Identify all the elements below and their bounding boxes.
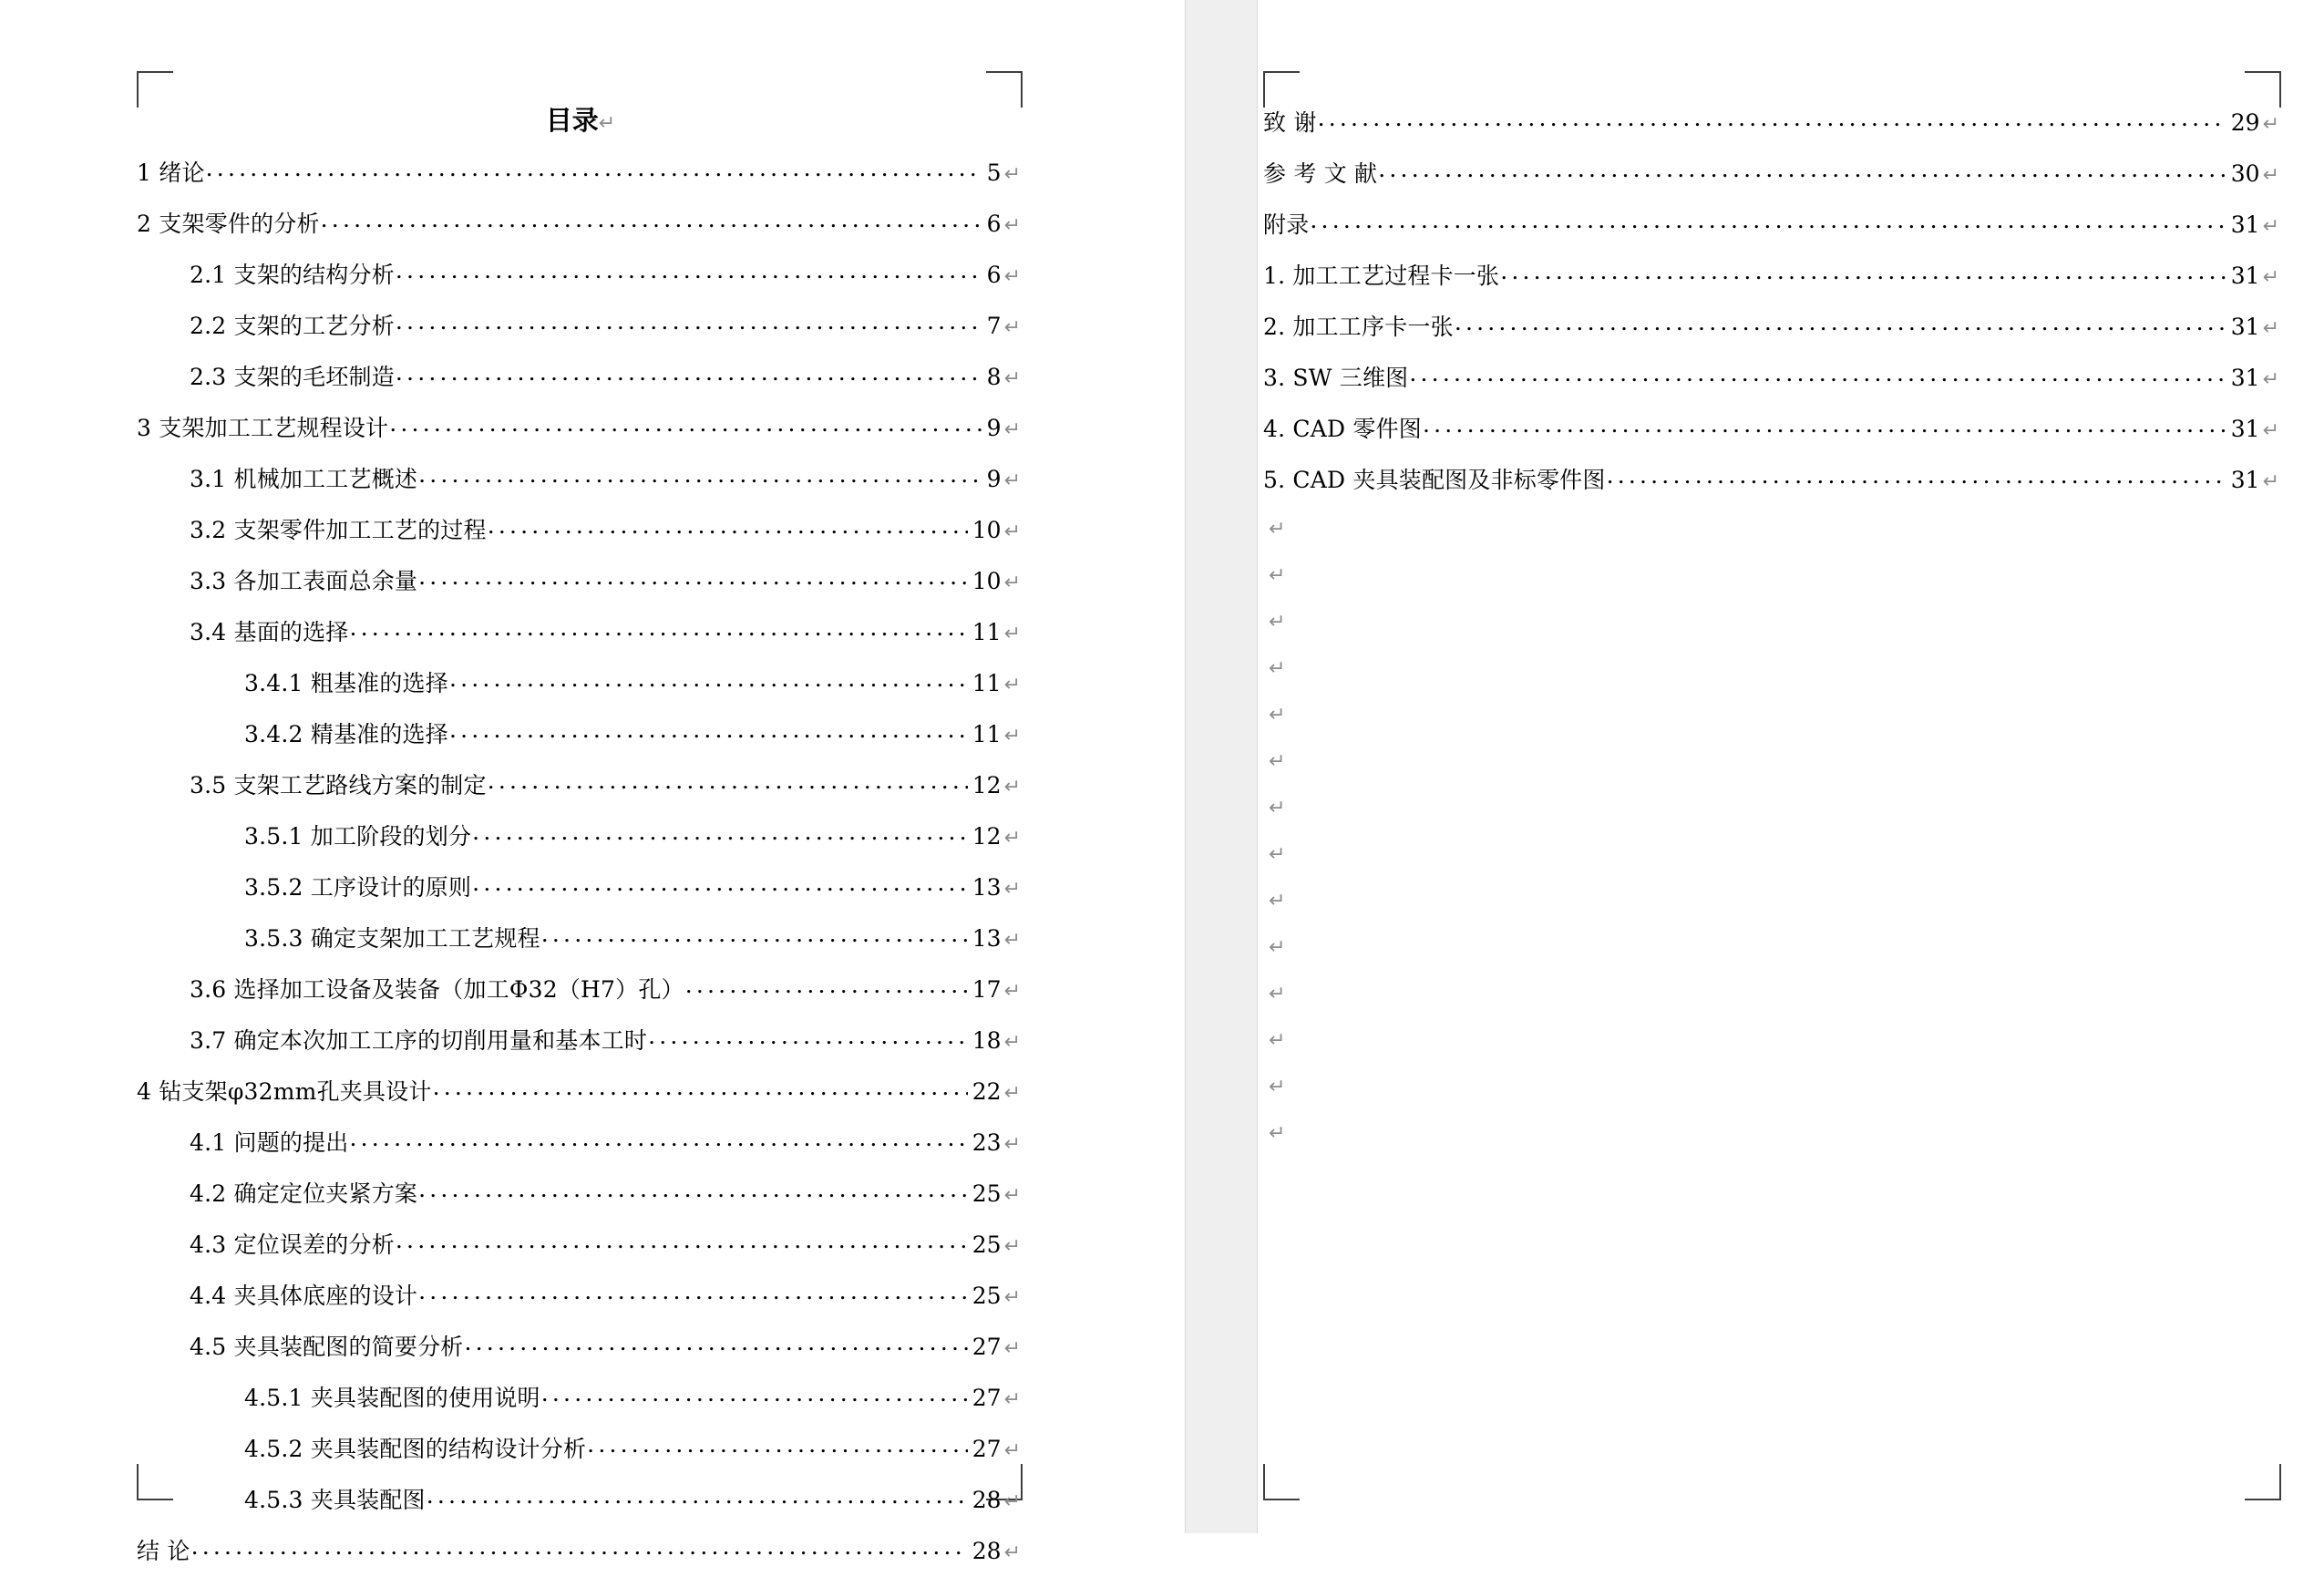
toc-entry[interactable]	[137, 719, 1021, 747]
dot-leader	[1310, 210, 2226, 232]
dot-leader	[350, 617, 968, 640]
paragraph-mark-icon: ↵	[1003, 1541, 1021, 1564]
dot-leader	[1378, 159, 2226, 181]
dot-leader	[1318, 108, 2226, 130]
toc-entry-label: 3.6 选择加工设备及装备（加工Φ32（H7）孔）	[190, 976, 684, 1003]
dot-leader	[1607, 465, 2226, 488]
toc-entry-label: 致 谢	[1263, 109, 1317, 136]
paragraph-mark-icon: ↵	[1269, 750, 1286, 773]
dot-leader	[433, 1077, 968, 1099]
toc-entry-label: 2.1 支架的结构分析	[190, 262, 395, 288]
empty-paragraph[interactable]	[1263, 1074, 2279, 1097]
paragraph-mark-icon: ↵	[1003, 1082, 1021, 1105]
empty-paragraph[interactable]	[1263, 609, 2279, 632]
page-gutter-divider	[1185, 0, 1258, 1533]
paragraph-mark-icon: ↵	[2262, 419, 2279, 442]
dot-leader	[389, 413, 982, 436]
toc-entry-page-number: 18	[972, 1027, 1002, 1054]
paragraph-mark-icon: ↵	[1269, 657, 1286, 680]
paragraph-mark-icon: ↵	[1003, 214, 1021, 237]
toc-entry[interactable]	[137, 1485, 1021, 1512]
paragraph-mark-icon: ↵	[1003, 1388, 1021, 1411]
paragraph-mark-icon: ↵	[1003, 827, 1021, 850]
toc-entry-page-number: 9	[986, 415, 1002, 441]
toc-entry[interactable]	[137, 1332, 1021, 1359]
toc-entry-page-number: 13	[972, 874, 1002, 901]
toc-entry[interactable]	[1263, 108, 2279, 135]
dot-leader	[449, 668, 968, 691]
margin-mark-top-left-icon	[1263, 71, 1300, 108]
toc-entry-page-number: 30	[2230, 160, 2260, 187]
toc-entry[interactable]	[137, 566, 1021, 593]
toc-entry-label: 4.5 夹具装配图的简要分析	[190, 1334, 464, 1360]
paragraph-mark-icon: ↵	[1003, 725, 1021, 747]
paragraph-mark-icon: ↵	[1269, 843, 1286, 866]
toc-entry-label: 3.5.2 工序设计的原则	[244, 874, 472, 901]
empty-paragraph-list	[1263, 516, 2279, 1143]
toc-entry[interactable]	[137, 1434, 1021, 1461]
dot-leader	[1500, 261, 2226, 283]
toc-entry-page-number: 11	[972, 670, 1002, 696]
toc-entry-page-number: 25	[972, 1180, 1002, 1207]
toc-entry-page-number: 27	[972, 1385, 1002, 1411]
empty-paragraph[interactable]	[1263, 1027, 2279, 1050]
paragraph-mark-icon: ↵	[1003, 878, 1021, 901]
toc-entry[interactable]	[137, 362, 1021, 389]
toc-entry[interactable]	[137, 1281, 1021, 1308]
toc-entry[interactable]	[1263, 312, 2279, 339]
dot-leader	[427, 1485, 968, 1508]
empty-paragraph[interactable]	[1263, 841, 2279, 864]
toc-entry-label: 4.5.1 夹具装配图的使用说明	[244, 1385, 540, 1411]
toc-entry-page-number: 17	[972, 976, 1002, 1003]
page-title	[137, 105, 1021, 136]
paragraph-mark-icon: ↵	[1003, 623, 1021, 645]
toc-entry-page-number: 6	[986, 211, 1002, 237]
toc-entry-label: 2.3 支架的毛坯制造	[190, 364, 395, 390]
toc-entry[interactable]	[137, 515, 1021, 542]
toc-entry[interactable]	[137, 1077, 1021, 1104]
paragraph-mark-icon: ↵	[1269, 611, 1286, 634]
dot-leader	[449, 719, 968, 742]
toc-entry[interactable]	[1263, 465, 2279, 492]
paragraph-mark-icon: ↵	[2262, 113, 2279, 136]
toc-entry[interactable]	[137, 1536, 1021, 1563]
paragraph-mark-icon: ↵	[1003, 1490, 1021, 1513]
toc-entry-label: 4. CAD 零件图	[1263, 416, 1422, 442]
toc-entry-page-number: 28	[972, 1487, 1002, 1513]
left-page-body	[137, 105, 1021, 1587]
dot-leader	[396, 1230, 968, 1252]
toc-entry-page-number: 25	[972, 1231, 1002, 1258]
toc-entry-label: 3.7 确定本次加工工序的切削用量和基本工时	[190, 1027, 648, 1054]
paragraph-mark-icon: ↵	[2262, 164, 2279, 187]
paragraph-mark-icon: ↵	[1003, 520, 1021, 543]
toc-entry-page-number: 8	[986, 364, 1002, 390]
toc-entry-label: 4.5.2 夹具装配图的结构设计分析	[244, 1436, 587, 1462]
toc-entry[interactable]	[137, 158, 1021, 185]
paragraph-mark-icon: ↵	[1003, 163, 1021, 186]
empty-paragraph[interactable]	[1263, 516, 2279, 539]
toc-entry-label: 2 支架零件的分析	[137, 211, 320, 237]
paragraph-mark-icon: ↵	[1003, 1337, 1021, 1360]
empty-paragraph[interactable]	[1263, 562, 2279, 585]
paragraph-mark-icon: ↵	[1003, 418, 1021, 441]
dot-leader	[465, 1332, 968, 1355]
toc-entry[interactable]	[1263, 159, 2279, 186]
toc-entry-label: 3 支架加工工艺规程设计	[137, 415, 389, 441]
paragraph-mark-icon: ↵	[2262, 215, 2279, 238]
toc-entry[interactable]	[1263, 210, 2279, 237]
paragraph-mark-icon: ↵	[1269, 1029, 1286, 1052]
toc-entry[interactable]	[137, 821, 1021, 849]
toc-entry-label: 3.3 各加工表面总余量	[190, 568, 418, 594]
toc-entry-page-number: 11	[972, 619, 1002, 645]
toc-entry[interactable]	[137, 1179, 1021, 1206]
empty-paragraph[interactable]	[1263, 1120, 2279, 1143]
paragraph-mark-icon: ↵	[1003, 980, 1021, 1003]
toc-entry[interactable]	[137, 311, 1021, 338]
toc-entry-page-number: 9	[986, 466, 1002, 492]
dot-leader	[396, 260, 982, 283]
dot-leader	[472, 821, 968, 844]
toc-entry-page-number: 23	[972, 1129, 1002, 1156]
toc-entry-label: 4.5.3 夹具装配图	[244, 1487, 426, 1513]
paragraph-mark-icon: ↵	[1003, 367, 1021, 390]
paragraph-mark-icon: ↵	[598, 112, 616, 135]
dot-leader	[648, 1025, 968, 1048]
paragraph-mark-icon: ↵	[1003, 1133, 1021, 1156]
paragraph-mark-icon: ↵	[1269, 1122, 1286, 1145]
dot-leader	[418, 464, 982, 487]
toc-entry[interactable]	[137, 260, 1021, 287]
toc-entry-page-number: 25	[972, 1283, 1002, 1309]
dot-leader	[488, 770, 968, 793]
empty-paragraph[interactable]	[1263, 981, 2279, 1004]
toc-entry-label: 附录	[1263, 211, 1310, 238]
toc-entry-page-number: 31	[2230, 467, 2260, 493]
toc-entry-label: 3.5.1 加工阶段的划分	[244, 823, 472, 850]
empty-paragraph[interactable]	[1263, 655, 2279, 678]
paragraph-mark-icon: ↵	[1003, 469, 1021, 492]
paragraph-mark-icon: ↵	[1269, 564, 1286, 587]
margin-mark-bottom-right-icon	[2245, 1464, 2281, 1500]
empty-paragraph[interactable]	[1263, 702, 2279, 725]
toc-entry-label: 4.3 定位误差的分析	[190, 1231, 395, 1258]
toc-entry[interactable]	[137, 413, 1021, 440]
toc-entry-page-number: 28	[972, 1538, 1002, 1564]
toc-entry-label: 3.1 机械加工工艺概述	[190, 466, 418, 492]
paragraph-mark-icon: ↵	[1269, 518, 1286, 541]
toc-entry-page-number: 27	[972, 1334, 1002, 1360]
toc-entry-label: 4.4 夹具体底座的设计	[190, 1283, 418, 1309]
toc-entry-label: 2.2 支架的工艺分析	[190, 313, 395, 339]
toc-entry-label: 结 论	[137, 1538, 190, 1564]
dot-leader	[396, 311, 982, 334]
toc-entry-label: 3.4.1 粗基准的选择	[244, 670, 448, 696]
toc-entry[interactable]	[137, 464, 1021, 491]
toc-entry[interactable]	[137, 668, 1021, 696]
paragraph-mark-icon: ↵	[1003, 265, 1021, 288]
empty-paragraph[interactable]	[1263, 748, 2279, 771]
dot-leader	[488, 515, 968, 538]
toc-entry-label: 参 考 文 献	[1263, 160, 1378, 187]
margin-mark-top-right-icon	[986, 71, 1023, 108]
right-page-body	[1263, 108, 2279, 1167]
dot-leader	[541, 1383, 968, 1406]
toc-entry-label: 3.2 支架零件加工工艺的过程	[190, 517, 487, 543]
paragraph-mark-icon: ↵	[1269, 1076, 1286, 1098]
dot-leader	[685, 974, 968, 997]
dot-leader	[1423, 414, 2226, 437]
toc-list-left	[137, 158, 1021, 1563]
paragraph-mark-icon: ↵	[1003, 1184, 1021, 1207]
paragraph-mark-icon: ↵	[1003, 572, 1021, 594]
toc-list-right	[1263, 108, 2279, 492]
toc-entry-page-number: 27	[972, 1436, 1002, 1462]
paragraph-mark-icon: ↵	[1003, 776, 1021, 799]
dot-leader	[321, 209, 982, 232]
toc-entry-page-number: 29	[2230, 109, 2260, 136]
toc-entry-page-number: 13	[972, 925, 1002, 952]
empty-paragraph[interactable]	[1263, 934, 2279, 957]
toc-entry-label: 3.5.3 确定支架加工工艺规程	[244, 925, 540, 952]
paragraph-mark-icon: ↵	[1003, 316, 1021, 339]
toc-entry-page-number: 12	[972, 772, 1002, 799]
toc-entry-label: 3.4 基面的选择	[190, 619, 349, 645]
toc-entry[interactable]	[137, 617, 1021, 644]
toc-entry-page-number: 31	[2230, 416, 2260, 442]
paragraph-mark-icon: ↵	[1003, 929, 1021, 952]
toc-entry-label: 4.2 确定定位夹紧方案	[190, 1180, 418, 1207]
paragraph-mark-icon: ↵	[1269, 797, 1286, 819]
dot-leader	[396, 362, 982, 385]
toc-entry-page-number: 5	[986, 160, 1002, 186]
dot-leader	[472, 872, 968, 895]
paragraph-mark-icon: ↵	[1269, 890, 1286, 912]
toc-entry[interactable]	[1263, 363, 2279, 390]
toc-entry[interactable]	[137, 872, 1021, 900]
document-page-right[interactable]	[1258, 0, 2324, 1533]
margin-mark-top-left-icon	[137, 71, 173, 108]
paragraph-mark-icon: ↵	[1269, 983, 1286, 1005]
dot-leader	[541, 923, 968, 946]
dot-leader	[206, 158, 982, 180]
toc-entry[interactable]	[137, 1230, 1021, 1257]
toc-entry-label: 2. 加工工序卡一张	[1263, 314, 1454, 340]
page-title-text: 目录	[545, 105, 599, 136]
dot-leader	[418, 1179, 968, 1201]
toc-entry[interactable]	[137, 1128, 1021, 1155]
toc-entry-page-number: 31	[2230, 263, 2260, 289]
toc-entry-page-number: 12	[972, 823, 1002, 850]
dot-leader	[587, 1434, 968, 1457]
toc-entry[interactable]	[137, 1383, 1021, 1410]
paragraph-mark-icon: ↵	[2262, 317, 2279, 340]
toc-entry-label: 5. CAD 夹具装配图及非标零件图	[1263, 467, 1606, 493]
toc-entry-page-number: 31	[2230, 211, 2260, 238]
toc-entry-label: 1. 加工工艺过程卡一张	[1263, 263, 1500, 289]
dot-leader	[1409, 363, 2226, 386]
toc-entry[interactable]	[137, 923, 1021, 951]
toc-entry[interactable]	[1263, 261, 2279, 288]
dot-leader	[418, 566, 968, 589]
toc-entry-label: 4 钻支架φ32mm孔夹具设计	[137, 1078, 432, 1105]
toc-entry[interactable]	[137, 974, 1021, 1002]
dot-leader	[1455, 312, 2226, 335]
toc-entry-page-number: 10	[972, 568, 1002, 594]
toc-entry[interactable]	[137, 770, 1021, 798]
paragraph-mark-icon: ↵	[2262, 470, 2279, 493]
toc-entry-page-number: 11	[972, 721, 1002, 747]
toc-entry-page-number: 6	[986, 262, 1002, 288]
paragraph-mark-icon: ↵	[1269, 936, 1286, 959]
paragraph-mark-icon: ↵	[2262, 368, 2279, 391]
toc-entry-page-number: 7	[986, 313, 1002, 339]
toc-entry[interactable]	[1263, 414, 2279, 441]
dot-leader	[418, 1281, 968, 1304]
toc-entry[interactable]	[137, 1025, 1021, 1053]
toc-entry-page-number: 31	[2230, 365, 2260, 391]
paragraph-mark-icon: ↵	[1003, 1439, 1021, 1462]
toc-entry-label: 3.5 支架工艺路线方案的制定	[190, 772, 487, 799]
paragraph-mark-icon: ↵	[1003, 674, 1021, 696]
paragraph-mark-icon: ↵	[1003, 1286, 1021, 1309]
paragraph-mark-icon: ↵	[1269, 704, 1286, 727]
paragraph-mark-icon: ↵	[1003, 1235, 1021, 1258]
toc-entry[interactable]	[137, 209, 1021, 236]
empty-paragraph[interactable]	[1263, 795, 2279, 818]
toc-entry-label: 1 绪论	[137, 160, 205, 186]
toc-entry-page-number: 22	[972, 1078, 1002, 1105]
toc-entry-label: 3.4.2 精基准的选择	[244, 721, 448, 747]
margin-mark-bottom-left-icon	[1263, 1464, 1300, 1500]
dot-leader	[191, 1536, 968, 1559]
toc-entry-label: 4.1 问题的提出	[190, 1129, 349, 1156]
dot-leader	[350, 1128, 968, 1150]
paragraph-mark-icon: ↵	[1003, 1031, 1021, 1054]
toc-entry-label: 3. SW 三维图	[1263, 365, 1409, 391]
empty-paragraph[interactable]	[1263, 888, 2279, 911]
margin-mark-top-right-icon	[2245, 71, 2281, 108]
toc-entry-page-number: 31	[2230, 314, 2260, 340]
paragraph-mark-icon: ↵	[2262, 266, 2279, 289]
toc-entry-page-number: 10	[972, 517, 1002, 543]
